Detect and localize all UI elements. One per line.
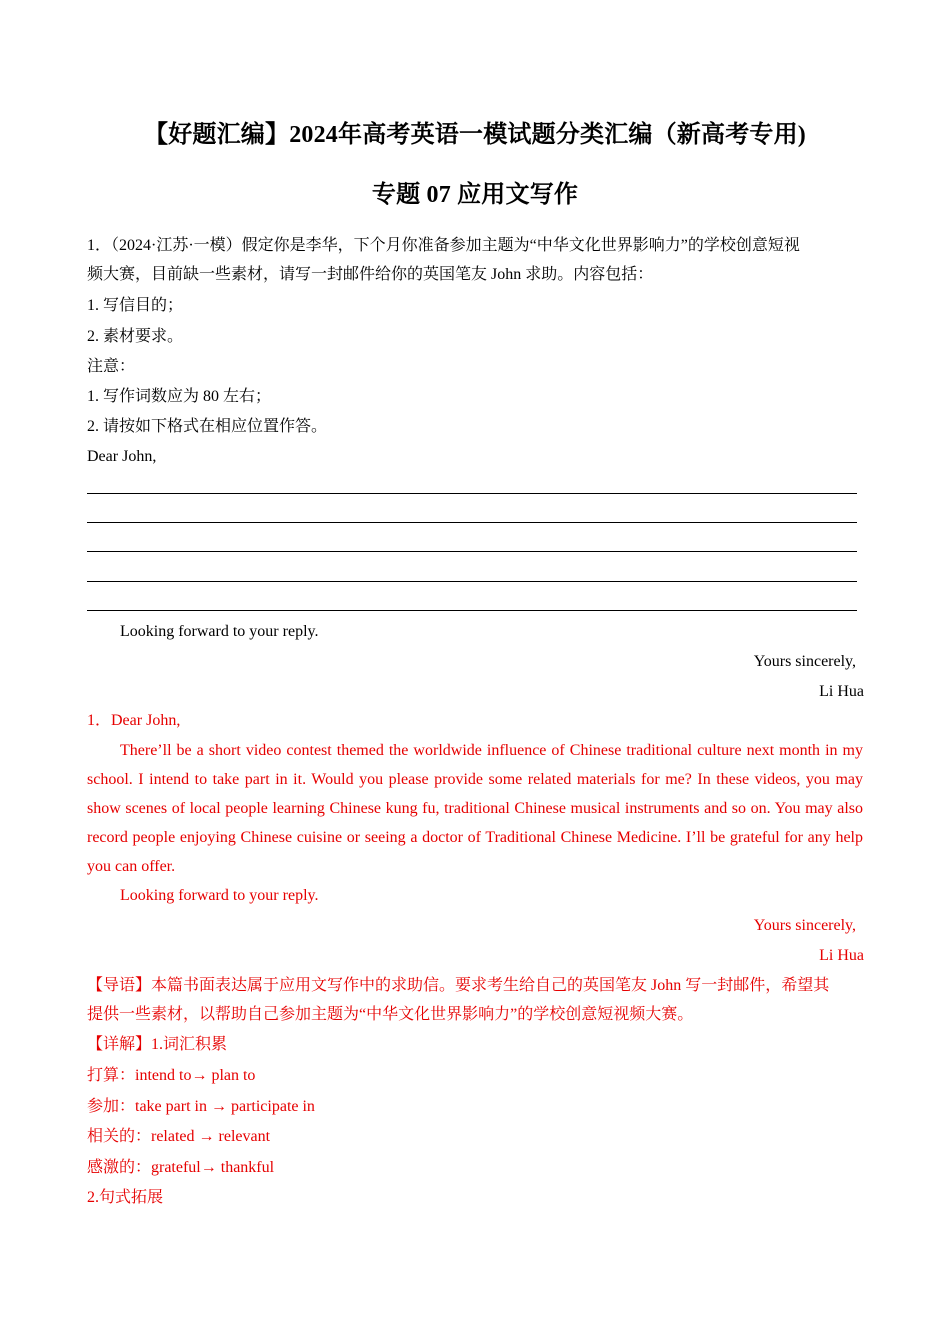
vocab-item: 打算：intend to→ plan to <box>87 1067 256 1084</box>
note-label: 注意： <box>87 358 136 375</box>
detail-heading: 【详解】1.词汇积累 <box>87 1036 228 1053</box>
answer-body-text: There’ll be a short video contest themed the worldwide influence of Chinese traditional culture next month in my school. I intend to take part in it. Would you please provide some related materials for me? In these videos, you may show scenes of local people learning Chinese kung fu, traditional Chinese musical instruments and so on. You may also record people enjoying Chinese cuisine or seeing a doctor of Traditional Chinese Medicine. I’ll be grateful for any help you can offer. <box>87 742 863 875</box>
answer-line <box>87 551 857 552</box>
letter-greeting: Dear John, <box>87 448 157 465</box>
answer-line <box>87 522 857 523</box>
vocab-item: 感激的：grateful→ thankful <box>87 1159 275 1176</box>
content-point-2: 2. 素材要求。 <box>87 328 184 345</box>
answer-greeting: 1．Dear John, <box>87 712 181 729</box>
note-2: 2. 请按如下格式在相应位置作答。 <box>87 418 328 435</box>
answer-closing: Looking forward to your reply. <box>120 887 319 904</box>
answer-body <box>87 736 863 881</box>
document-subtitle: 专题 07 应用文写作 <box>371 182 579 208</box>
question-intro-line-2: 频大赛，目前缺一些素材，请写一封邮件给你的英国笔友 John 求助。内容包括： <box>87 266 654 283</box>
section-2-heading: 2.句式拓展 <box>87 1189 164 1206</box>
question-intro-line-1: 1．（2024·江苏·一模）假定你是李华，下个月你准备参加主题为“中华文化世界影响力”的学校创意短视 <box>87 237 800 254</box>
note-1: 1. 写作词数应为 80 左右； <box>87 388 272 405</box>
vocab-item: 参加：take part in → participate in <box>87 1098 315 1115</box>
answer-line <box>87 493 857 494</box>
answer-signoff: Yours sincerely, <box>753 917 856 934</box>
guide-line-1: 【导语】本篇书面表达属于应用文写作中的求助信。要求考生给自己的英国笔友 John 写一封邮件，希望其 <box>87 977 830 994</box>
letter-name: Li Hua <box>819 683 864 700</box>
answer-name: Li Hua <box>819 947 864 964</box>
guide-line-2: 提供一些素材，以帮助自己参加主题为“中华文化世界影响力”的学校创意短视频大赛。 <box>87 1006 694 1023</box>
answer-line <box>87 581 857 582</box>
answer-line <box>87 610 857 611</box>
letter-signoff: Yours sincerely, <box>753 653 856 670</box>
document-title: 【好题汇编】2024年高考英语一模试题分类汇编（新高考专用) <box>144 122 806 148</box>
vocab-item: 相关的：related → relevant <box>87 1128 271 1145</box>
content-point-1: 1. 写信目的； <box>87 297 184 314</box>
letter-closing: Looking forward to your reply. <box>120 623 319 640</box>
